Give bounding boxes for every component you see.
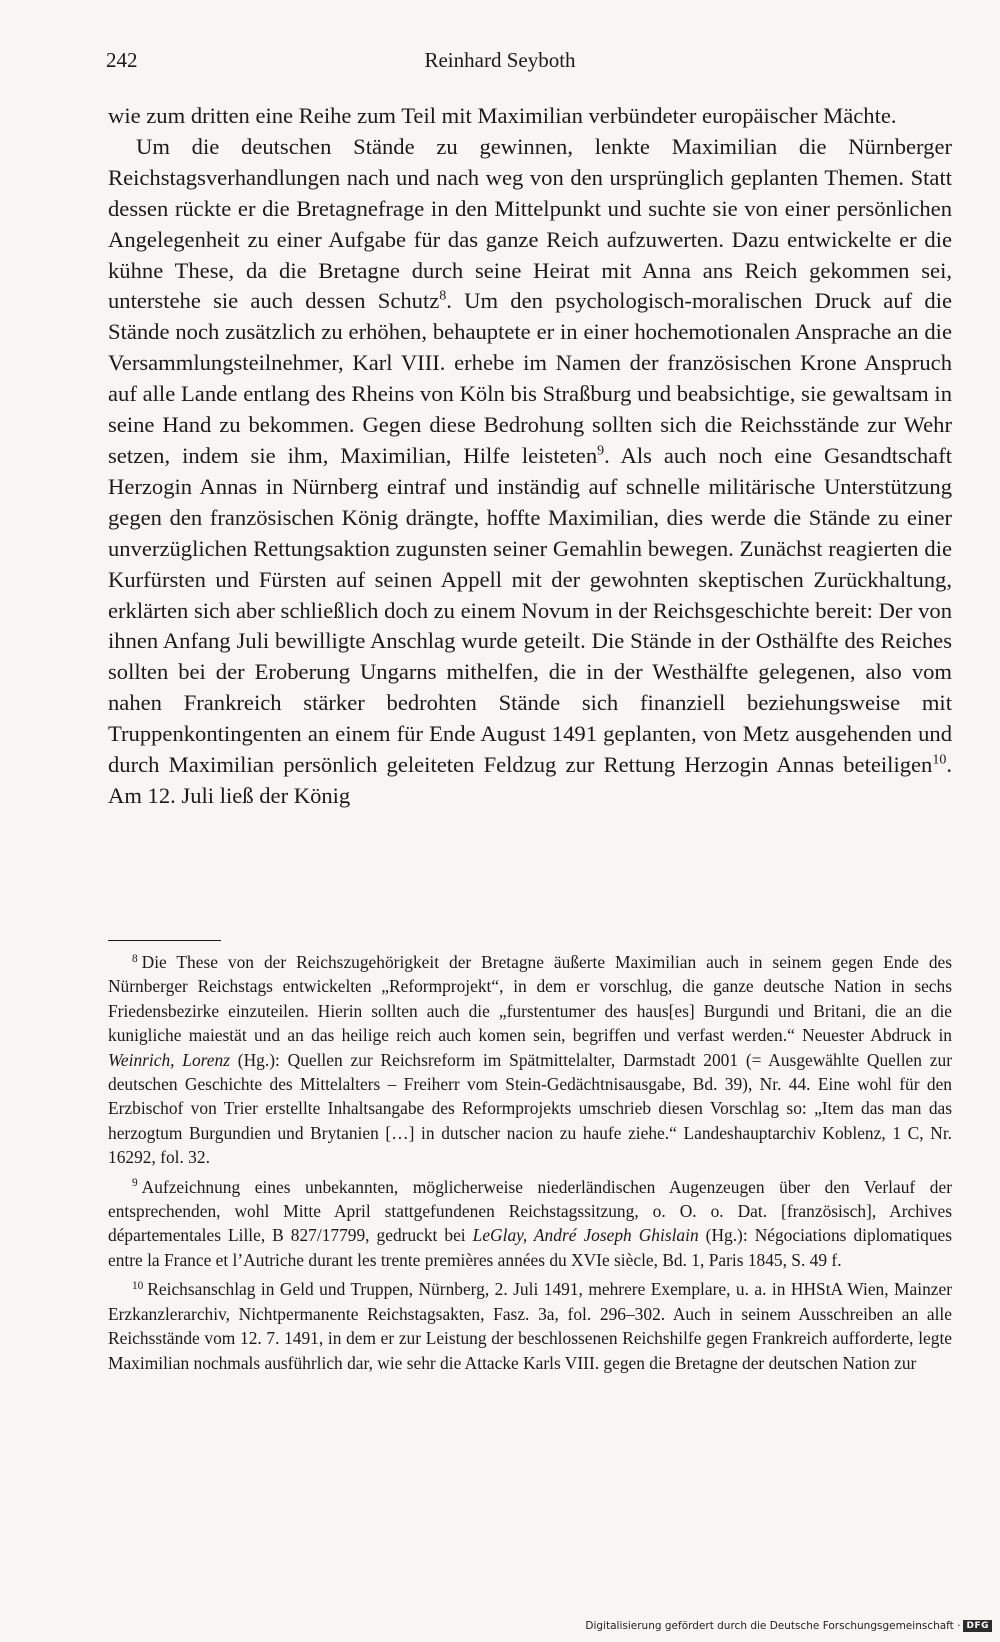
- footnote-author: LeGlay, André Joseph Ghislain: [472, 1225, 699, 1246]
- footnote-ref-9[interactable]: 9: [597, 443, 605, 459]
- dfg-logo-icon: DFG: [963, 1620, 992, 1632]
- main-text: [108, 101, 952, 812]
- digitization-text: Digitalisierung gefördert durch die Deutsche Forschungsgemeinschaft ·: [585, 1620, 961, 1632]
- digitization-notice: [585, 1620, 992, 1632]
- paragraph: wie zum dritten eine Reihe zum Teil mit Maximilian verbündeter europäischer Mächte.: [108, 103, 897, 128]
- footnote-number: 9: [132, 1177, 138, 1190]
- paragraph: [108, 132, 952, 812]
- footnote-text: Aufzeichnung eines unbekannten, möglicherweise niederländischen Augenzeugen über den Verlauf der entsprechenden, wohl Mitte April stattgefundenen Reichstagssitzung, o. O. o. Dat. [französisch], Archives départementales Lille, B 827/17799, gedruckt bei: [108, 1176, 952, 1246]
- footnote-author: Weinrich, Lorenz: [108, 1049, 230, 1070]
- footnote-text: (Hg.): Négociations diplomatiques entre la France et l’Autriche durant les trente premières années du XVIe siècle, Bd. 1, Paris 1845, S. 49 f.: [108, 1225, 952, 1270]
- footnote-text: Reichsanschlag in Geld und Truppen, Nürnberg, 2. Juli 1491, mehrere Exemplare, u. a. in HHStA Wien, Mainzer Erzkanzlerarchiv, Nichtpermanente Reichstagsakten, Fasz. 3a, fol. 296–302. Auch in seinem Ausschreiben an alle Reichsstände vom 12. 7. 1491, in dem er zur Leistung der beschlossenen Reichshilfe gegen Frankreich aufforderte, legte Maximilian nochmals ausführlich dar, wie sehr die Attacke Karls VIII. gegen die Bretagne der deutschen Nation zur: [108, 1279, 952, 1373]
- text-run: . Am 12. Juli ließ der König: [108, 752, 952, 808]
- page-number: 242: [106, 48, 138, 72]
- footnote-8: [108, 950, 952, 1170]
- footnote-10: [108, 1277, 952, 1375]
- footnote-text: (Hg.): Quellen zur Reichsreform im Spätmittelalter, Darmstadt 2001 (= Ausgewählte Quellen zur deutschen Geschichte des Mittelalters – Freiherr vom Stein-Gedächtnisausgabe, Bd. 39), Nr. 44. Eine wohl für den Erzbischof von Trier erstellte Inhaltsangabe des Reformprojekts umschrieb diesen Vorschlag so: „Item das man das herzogtum Burgundien und Brytanien […] in dutscher nacion zu haufe ziehe.“ Landeshauptarchiv Koblenz, 1 C, Nr. 16292, fol. 32.: [108, 1049, 952, 1168]
- footnote-separator: [108, 940, 221, 941]
- footnote-9: [108, 1175, 952, 1273]
- footnote-number: 10: [132, 1280, 144, 1293]
- footnotes: [108, 950, 952, 1380]
- text-run: . Um den psychologisch-moralischen Druck auf die Stände noch zusätzlich zu erhöhen, behauptete er in einer hochemotionalen Ansprache an die Versammlungsteilnehmer, Karl VIII. erhebe im Namen der französischen Krone Anspruch auf alle Lande entlang des Rheins von Köln bis Straßburg und beabsichtige, sie gewaltsam in seine Hand zu bekommen. Gegen diese Bedrohung sollten sich die Reichsstände zur Wehr setzen, indem sie ihm, Maximilian, Hilfe leisteten: [108, 288, 952, 468]
- footnote-ref-10[interactable]: 10: [932, 752, 947, 768]
- running-head: Reinhard Seyboth: [424, 48, 576, 72]
- text-run: Um die deutschen Stände zu gewinnen, lenkte Maximilian die Nürnberger Reichstagsverhandlungen nach und nach weg von den ursprünglich geplanten Themen. Statt dessen rückte er die Bretagnefrage in den Mittelpunkt und suchte sie von einer persönlichen Angelegenheit zu einer Aufgabe für das ganze Reich aufzuwerten. Dazu entwickelte er die kühne These, da die Bretagne durch seine Heirat mit Anna ans Reich gekommen sei, unterstehe sie auch dessen Schutz: [108, 133, 952, 314]
- text-run: . Als auch noch eine Gesandtschaft Herzogin Annas in Nürnberg eintraf und inständig auf schnelle militärische Unterstützung gegen den französischen König drängte, hoffte Maximilian, dies werde die Stände zu einer unverzüglichen Rettungsaktion zugunsten seiner Gemahlin bewegen. Zunächst reagierten die Kurfürsten und Fürsten auf seinen Appell mit der gewohnten skeptischen Zurückhaltung, erklärten sich aber schließlich doch zu einem Novum in der Reichsgeschichte bereit: Der von ihnen Anfang Juli bewilligte Anschlag wurde geteilt. Die Stände in der Osthälfte des Reiches sollten bei der Eroberung Ungarns mithelfen, die in der Westhälfte gelegenen, also vom nahen Frankreich stärker bedrohten Stände sich finanziell beziehungsweise mit Truppenkontingenten an einem für Ende August 1491 geplanten, von Metz ausgehenden und durch Maximilian persönlich geleiteten Feldzug zur Rettung Herzogin Annas beteiligen: [108, 442, 952, 778]
- footnote-ref-8[interactable]: 8: [439, 288, 447, 304]
- footnote-text: Die These von der Reichszugehörigkeit der Bretagne äußerte Maximilian auch in seinem gegen Ende des Nürnberger Reichstags entwickelten „Reformprojekt“, in dem er vorschlug, die ganze deutsche Nation in sechs Friedensbezirke einzuteilen. Hierin sollten auch die „furstentumer des haus[es] Burgundi und Britani, die an die kunigliche maiestät und an das heilige reich auch komen sein, begriffen und verfast werden.“ Neuester Abdruck in: [108, 952, 952, 1046]
- footnote-number: 8: [132, 952, 138, 965]
